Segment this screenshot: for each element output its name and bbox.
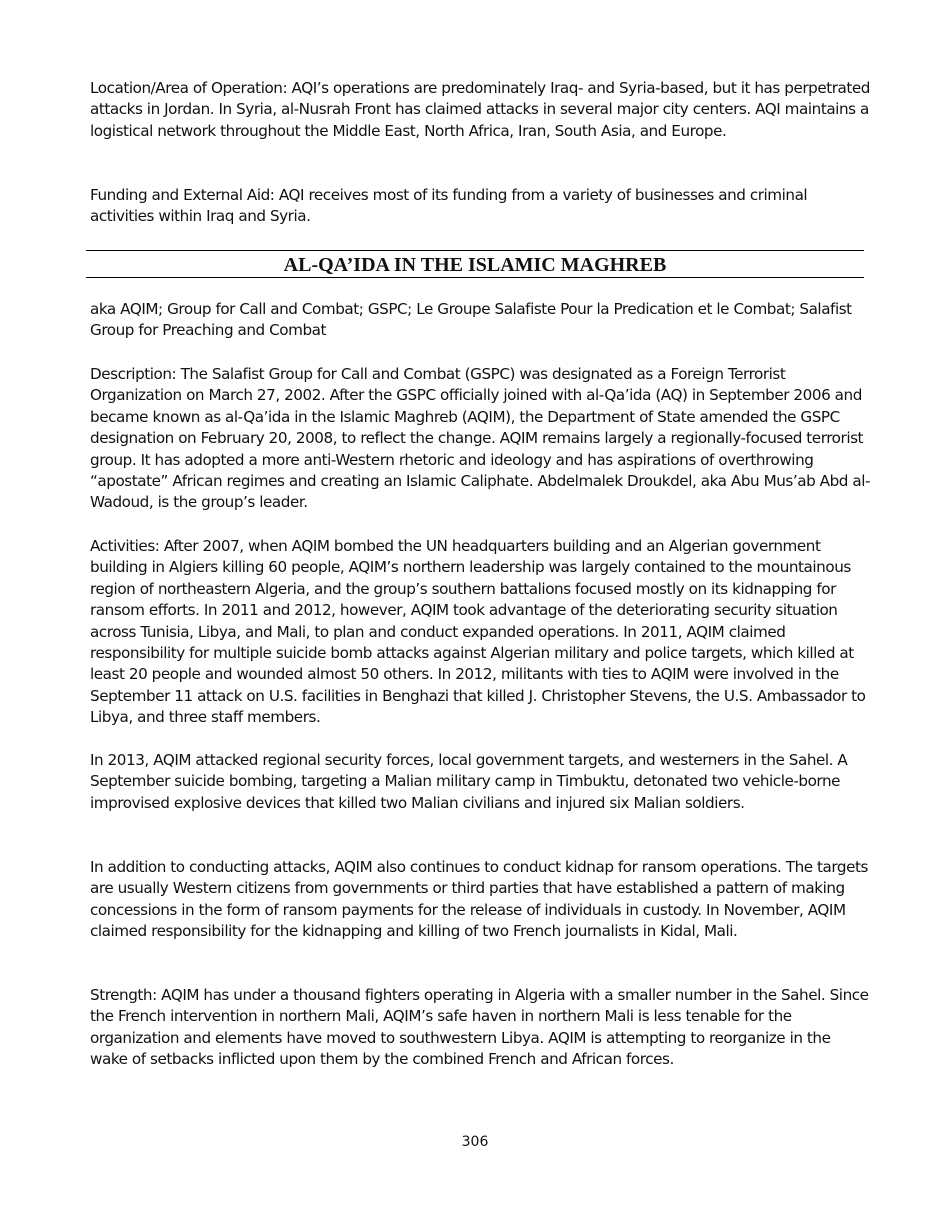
location-text: AQI’s operations are predominately Iraq- and Syria-based, but it has perpetrated attacks in Jordan. In Syria, al-Nusrah Front has claimed attacks in several major city centers. AQI maintains a logistical network throughout the Middle East, North Africa, Iran, South Asia, and Europe. (90, 79, 870, 140)
description-text: The Salafist Group for Call and Combat (GSPC) was designated as a Foreign Terrorist Organization on March 27, 2002. After the GSPC officially joined with al-Qa’ida (AQ) in September 2006 and became known as al-Qa’ida in the Islamic Maghreb (AQIM), the Department of State amended the GSPC designation on February 20, 2008, to reflect the change. AQIM remains largely a regionally-focused terrorist group. It has adopted a more anti-Western rhetoric and ideology and has aspirations of overthrowing “apostate” African regimes and creating an Islamic Caliphate. Abdelmalek Droukdel, aka Abu Mus’ab Abd al-Wadoud, is the group’s leader. (90, 365, 871, 512)
description-paragraph (90, 364, 870, 514)
strength-label: Strength: (90, 986, 157, 1004)
page-number: 306 (461, 1134, 489, 1150)
activities-label: Activities: (90, 537, 160, 555)
funding-paragraph (90, 185, 870, 228)
funding-text: AQI receives most of its funding from a variety of businesses and criminal activities within Iraq and Syria. (90, 186, 808, 226)
funding-label: Funding and External Aid: (90, 186, 275, 204)
strength-text: AQIM has under a thousand fighters operating in Algeria with a smaller number in the Sahel. Since the French intervention in northern Mali, AQIM’s safe haven in northern Mali is less tenable for the organization and elements have moved to southwestern Libya. AQIM is attempting to reorganize in the wake of setbacks inflicted upon them by the combined French and African forces. (90, 986, 869, 1069)
kidnap-paragraph: In addition to conducting attacks, AQIM also continues to conduct kidnap for ransom operations. The targets are usually Western citizens from governments or third parties that have established a pattern of making concessions in the form of ransom payments for the release of individuals in custody. In November, AQIM claimed responsibility for the kidnapping and killing of two French journalists in Kidal, Mali. (90, 858, 868, 941)
strength-paragraph (90, 985, 870, 1071)
activities-paragraph (90, 536, 870, 729)
section-heading: AL-QA’IDA IN THE ISLAMIC MAGHREB (86, 250, 864, 278)
description-label: Description: (90, 365, 177, 383)
location-label: Location/Area of Operation: (90, 79, 288, 97)
aka-paragraph: aka AQIM; Group for Call and Combat; GSPC; Le Groupe Salafiste Pour la Predication et le Combat; Salafist Group for Preaching and Combat (90, 300, 852, 340)
activities-text: After 2007, when AQIM bombed the UN headquarters building and an Algerian government building in Algiers killing 60 people, AQIM’s northern leadership was largely contained to the mountainous region of northeastern Algeria, and the group’s southern battalions focused mostly on its kidnapping for ransom efforts. In 2011 and 2012, however, AQIM took advantage of the deteriorating security situation across Tunisia, Libya, and Mali, to plan and conduct expanded operations. In 2011, AQIM claimed responsibility for multiple suicide bomb attacks against Algerian military and police targets, which killed at least 20 people and wounded almost 50 others. In 2012, militants with ties to AQIM were involved in the September 11 attack on U.S. facilities in Benghazi that killed J. Christopher Stevens, the U.S. Ambassador to Libya, and three staff members. (90, 537, 866, 727)
paragraph-2013: In 2013, AQIM attacked regional security forces, local government targets, and westerners in the Sahel. A September suicide bombing, targeting a Malian military camp in Timbuktu, detonated two vehicle-borne improvised explosive devices that killed two Malian civilians and injured six Malian soldiers. (90, 751, 848, 812)
location-paragraph (90, 78, 870, 142)
